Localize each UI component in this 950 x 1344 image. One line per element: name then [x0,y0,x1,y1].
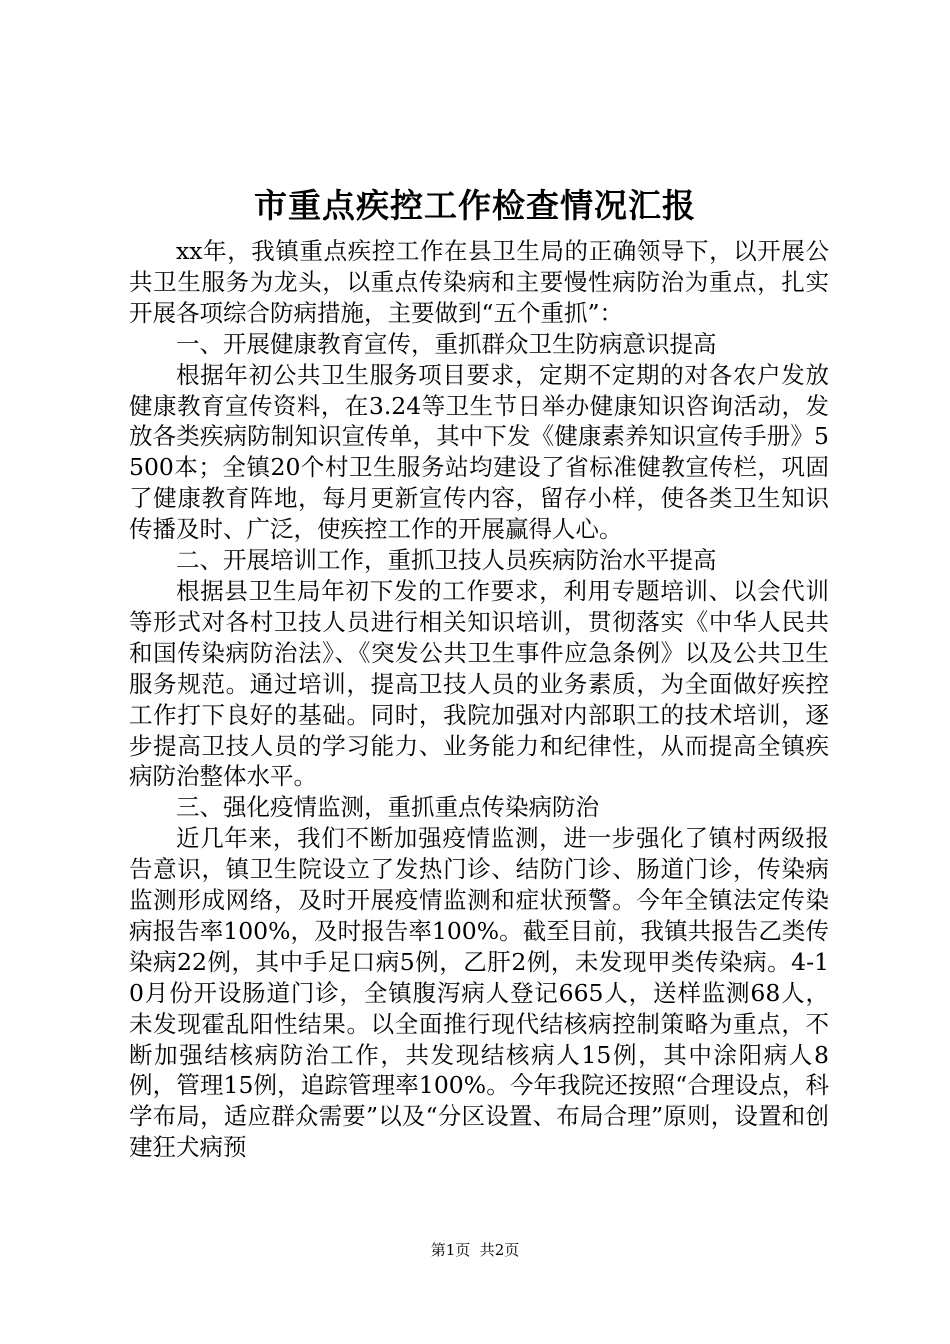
section-2-paragraph: 根据县卫生局年初下发的工作要求，利用专题培训、以会代训等形式对各村卫技人员进行相关知识培训，贯彻落实《中华人民共和国传染病防治法》、《突发公共卫生事件应急条例》以及公共卫生服务规范。通过培训，提高卫技人员的业务素质，为全面做好疾控工作打下良好的基础。同时，我院加强对内部职工的技术培训，逐步提高卫技人员的学习能力、业务能力和纪律性，从而提高全镇疾病防治整体水平。 [129,576,829,791]
intro-paragraph: xx年，我镇重点疾控工作在县卫生局的正确领导下，以开展公共卫生服务为龙头，以重点传染病和主要慢性病防治为重点，扎实开展各项综合防病措施，主要做到“五个重抓”： [129,237,829,327]
page-number-label: 第1页 共2页 [430,1241,520,1259]
document-title: 市重点疾控工作检查情况汇报 [254,186,696,225]
document-body [129,236,829,1163]
section-1-heading: 一、开展健康教育宣传，重抓群众卫生防病意识提高 [176,329,717,358]
section-1-paragraph: 根据年初公共卫生服务项目要求，定期不定期的对各农户发放健康教育宣传资料，在3.24等卫生节日举办健康知识咨询活动，发放各类疾病防制知识宣传单，其中下发《健康素养知识宣传手册》5500本；全镇20个村卫生服务站均建设了省标准健教宣传栏，巩固了健康教育阵地，每月更新宣传内容，留存小样，使各类卫生知识传播及时、广泛，使疾控工作的开展赢得人心。 [129,360,829,544]
section-3-paragraph: 近几年来，我们不断加强疫情监测，进一步强化了镇村两级报告意识，镇卫生院设立了发热门诊、结防门诊、肠道门诊，传染病监测形成网络，及时开展疫情监测和症状预警。今年全镇法定传染病报告率100%，及时报告率100%。截至目前，我镇共报告乙类传染病22例，其中手足口病5例，乙肝2例，未发现甲类传染病。4-10月份开设肠道门诊，全镇腹泻病人登记665人，送样监测68人，未发现霍乱阳性结果。以全面推行现代结核病控制策略为重点，不断加强结核病防治工作，共发现结核病人15例，其中涂阳病人8例，管理15例，追踪管理率100%。今年我院还按照“合理设点，科学布局，适应群众需要”以及“分区设置、布局合理”原则，设置和创建狂犬病预 [129,824,829,1162]
section-2-heading: 二、开展培训工作，重抓卫技人员疾病防治水平提高 [176,546,717,575]
section-3-heading: 三、强化疫情监测，重抓重点传染病防治 [176,793,599,822]
page-footer [0,1240,950,1260]
